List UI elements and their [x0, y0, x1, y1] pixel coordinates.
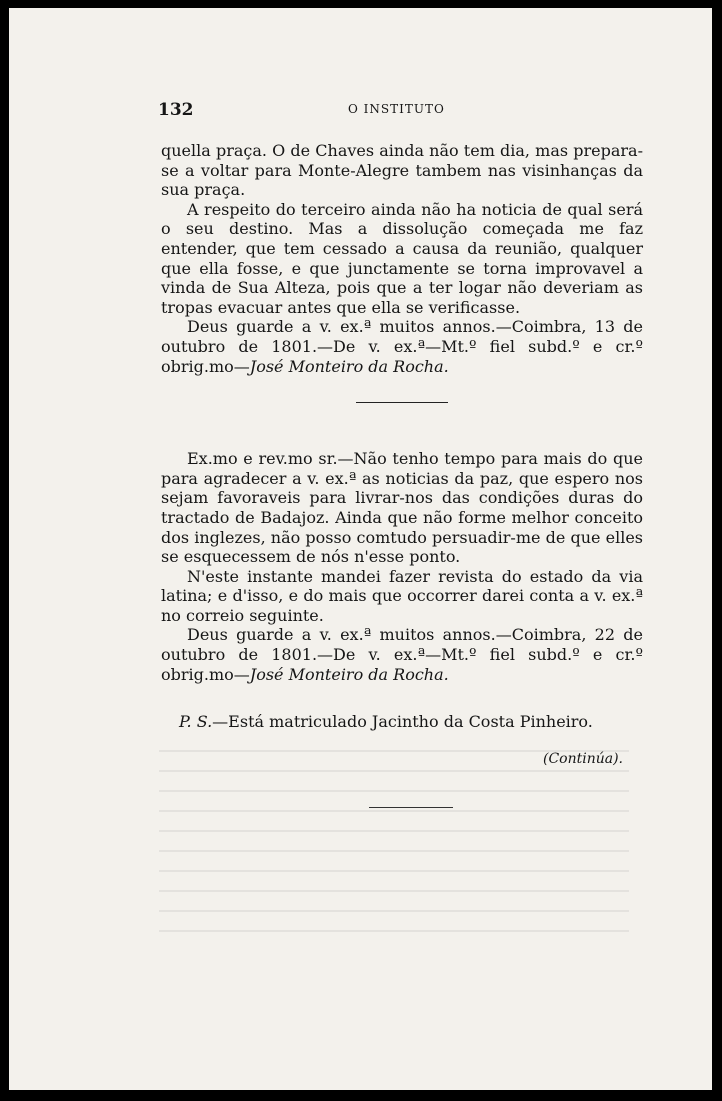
- letter1-closing-text: Deus guarde a v. ex.ª muitos annos.—Coimbra, 13 de outubro de 1801.—De v. ex.ª—Mt.º fiel subd.º e cr.º obrig.mo—: [161, 317, 643, 376]
- letter2-paragraph-2: N'este instante mandei fazer revista do estado da via latina; e d'isso, e do mais que occorrer darei conta a v. ex.ª no correio seguinte.: [161, 566, 643, 625]
- letter1-signature: José Monteiro da Rocha.: [249, 356, 449, 376]
- letter2-paragraph-1: Ex.mo e rev.mo sr.—Não tenho tempo para mais do que para agradecer a v. ex.ª as noticias da paz, que espero nos sejam favoraveis para livrar-nos das condições duras do tractado de Badajoz. Ainda que não forme melhor conceito dos inglezes, não posso comtudo persuadir-me de que elles se esquecessem de nós n'esse ponto.: [161, 449, 643, 567]
- document-page: [9, 8, 712, 1090]
- running-head: O INSTITUTO: [348, 102, 445, 116]
- bleed-through-texture: [159, 738, 629, 948]
- letter1-closing: [161, 317, 643, 376]
- letter1-paragraph-1: quella praça. O de Chaves ainda não tem dia, mas prepara-se a voltar para Monte-Alegre tambem nas visinhanças da sua praça.: [161, 141, 643, 200]
- postscript: [161, 712, 643, 732]
- postscript-label: P. S.: [179, 712, 213, 732]
- page-number: 132: [158, 100, 194, 120]
- continua-note: (Continúa).: [542, 750, 623, 767]
- letter2-closing: [161, 625, 643, 684]
- letter1-paragraph-2: A respeito do terceiro ainda não ha noticia de qual será o seu destino. Mas a dissolução começada me faz entender, que tem cessado a causa da reunião, qualquer que ella fosse, e que junctamente se torna improvavel a vinda de Sua Alteza, pois que a ter logar não deveriam as tropas evacuar antes que ella se verificasse.: [161, 199, 643, 317]
- section-divider: [356, 402, 448, 403]
- body-text: [161, 141, 643, 769]
- page-header: [158, 100, 648, 124]
- letter2-signature: José Monteiro da Rocha.: [249, 664, 449, 684]
- end-divider: [369, 807, 453, 808]
- postscript-text: —Está matriculado Jacintho da Costa Pinheiro.: [212, 712, 593, 732]
- letter2-closing-text: Deus guarde a v. ex.ª muitos annos.—Coimbra, 22 de outubro de 1801.—De v. ex.ª—Mt.º fiel subd.º e cr.º obrig.mo—: [161, 625, 643, 684]
